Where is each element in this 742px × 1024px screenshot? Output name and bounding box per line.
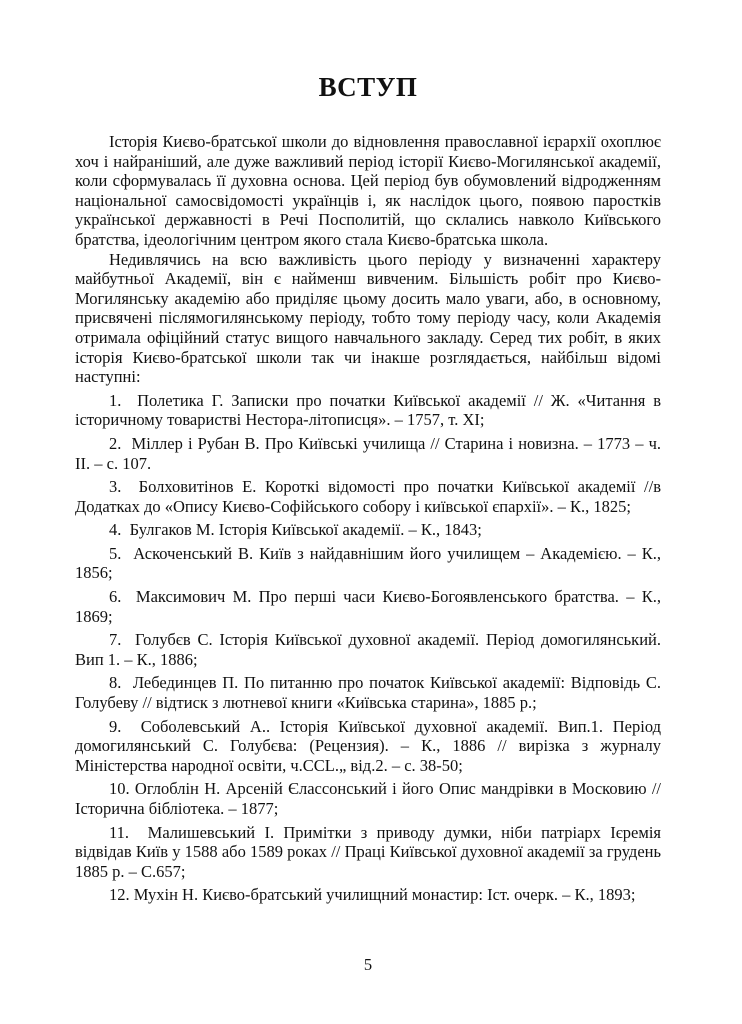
reference-item: 9. Соболевський А.. Історія Київської духовної академії. Вип.1. Період домогилянський С. Голубєва: (Рецензия). – К., 1886 // вирізка з журналу Міністерства народної освіти, ч.CCL.„ від.2. – с. 38-50; — [75, 716, 661, 775]
reference-item: 2. Міллер і Рубан В. Про Київські училища // Старина і новизна. – 1773 – ч. II. – с. 107. — [75, 433, 661, 473]
reference-item: 3. Болховитінов Е. Короткі відомості про початки Київської академії //в Додатках до «Опису Києво-Софійського собору і київської єпархії». – К., 1825; — [75, 477, 661, 516]
reference-item: 11. Малишевський І. Примітки з приводу думки, ніби патріарх Ієремія відвідав Київ у 1588 або 1589 роках // Праці Київської духовної академії за грудень 1885 р. – С.657; — [75, 822, 661, 881]
reference-item: 1. Полетика Г. Записки про початки Київської академії // Ж. «Читання в історичному товаристві Нестора-літописця». – 1757, т. XI; — [75, 390, 661, 430]
page-title: ВСТУП — [318, 72, 418, 102]
reference-item: 8. Лебединцев П. По питанню про початок Київської академії: Відповідь С. Голубеву // відтиск з лютневої книги «Київська старина», 1885 р.; — [75, 673, 661, 713]
reference-item: 7. Голубєв С. Історія Київської духовної академії. Період домогилянський. Вип 1. – К., 1886; — [75, 630, 661, 669]
reference-item: 4. Булгаков М. Історія Київської академії. – К., 1843; — [109, 520, 482, 540]
reference-list — [75, 391, 661, 905]
reference-item: 5. Аскоченський В. Київ з найдавнішим його училищем – Академією. – К., 1856; — [75, 543, 661, 583]
reference-item: 12. Мухін Н. Києво-братський училищний монастир: Іст. очерк. – К., 1893; — [109, 885, 636, 905]
intro-paragraph: Недивлячись на всю важливість цього періоду у визначенні характеру майбутньої Академії, він є найменш вивченим. Більшість робіт про Києво-Могилянську академію або приділяє цьому досить мало уваги, або, в основному, присвячені післямогилянському періоду, тобто тому періоду часу, коли Академія отримала офіційний статус вищого навчального закладу. Серед тих робіт, в яких історія Києво-братської школи так чи інакше розглядається, найбільш відомі наступні: — [75, 249, 661, 387]
page-number: 5 — [363, 955, 373, 974]
intro-paragraph: Історія Києво-братської школи до відновлення православної ієрархії охоплює хоч і найраніший, але дуже важливий період історії Києво-Могилянської академії, коли сформувалась її духовна основа. Цей період був обумовлений відродженням національної самосвідомості українців і, як наслідок цього, появою паростків української державності в Речі Посполитій, що склались навколо Київського братства, ідеологічним центром якого стала Києво-братська школа. — [75, 132, 661, 249]
reference-item: 10. Оглоблін Н. Арсеній Єлассонський і його Опис мандрівки в Московию // Історична бібліотека. – 1877; — [75, 779, 661, 818]
document-body — [75, 132, 661, 905]
reference-item: 6. Максимович М. Про перші часи Києво-Богоявленського братства. – К., 1869; — [75, 587, 661, 626]
